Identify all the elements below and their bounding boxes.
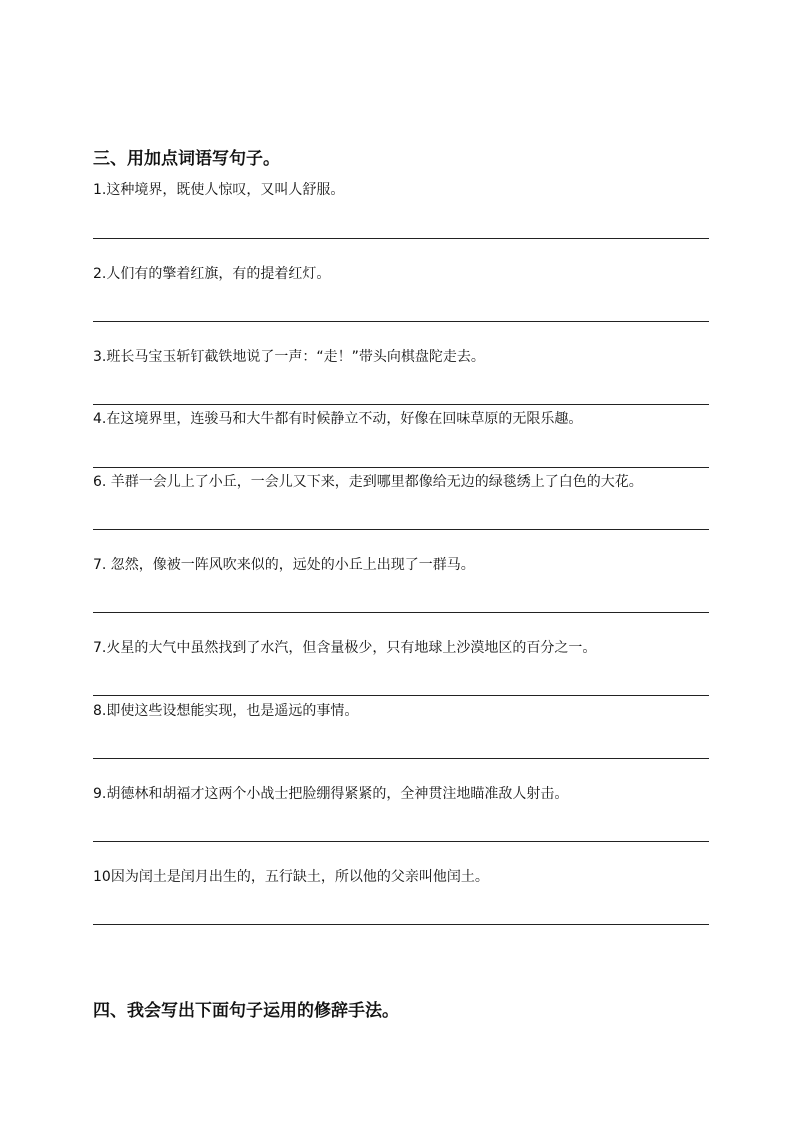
- sentence-item-6: 6. 羊群一会儿上了小丘，一会儿又下来，走到哪里都像给无边的绿毯绣上了白色的大花。: [93, 474, 643, 490]
- sentence-item-10: 10因为闰土是闰月出生的，五行缺土，所以他的父亲叫他闰土。: [93, 869, 489, 885]
- sentence-item-4: 4.在这境界里，连骏马和大牛都有时候静立不动，好像在回味草原的无限乐趣。: [93, 411, 583, 427]
- answer-line-1[interactable]: [93, 238, 709, 239]
- sentence-item-7b: 7.火星的大气中虽然找到了水汽，但含量极少，只有地球上沙漠地区的百分之一。: [93, 640, 597, 656]
- sentence-item-7a: 7. 忽然，像被一阵风吹来似的，远处的小丘上出现了一群马。: [93, 557, 475, 573]
- sentence-item-9: 9.胡德林和胡福才这两个小战士把脸绷得紧紧的，全神贯注地瞄准敌人射击。: [93, 786, 569, 802]
- answer-line-8[interactable]: [93, 758, 709, 759]
- sentence-item-8: 8.即使这些设想能实现，也是遥远的事情。: [93, 703, 359, 719]
- answer-line-6[interactable]: [93, 612, 709, 613]
- answer-line-5[interactable]: [93, 529, 709, 530]
- sentence-item-1: 1.这种境界，既使人惊叹，又叫人舒服。: [93, 182, 345, 198]
- answer-line-3[interactable]: [93, 404, 709, 405]
- answer-line-4[interactable]: [93, 467, 709, 468]
- sentence-item-2: 2.人们有的擎着红旗，有的提着红灯。: [93, 266, 331, 282]
- section-3-heading: 三、用加点词语写句子。: [93, 149, 280, 169]
- section-4-heading: 四、我会写出下面句子运用的修辞手法。: [93, 1001, 399, 1021]
- answer-line-10[interactable]: [93, 924, 709, 925]
- answer-line-7[interactable]: [93, 695, 709, 696]
- answer-line-9[interactable]: [93, 841, 709, 842]
- sentence-item-3: 3.班长马宝玉斩钉截铁地说了一声：“走！”带头向棋盘陀走去。: [93, 349, 485, 365]
- answer-line-2[interactable]: [93, 321, 709, 322]
